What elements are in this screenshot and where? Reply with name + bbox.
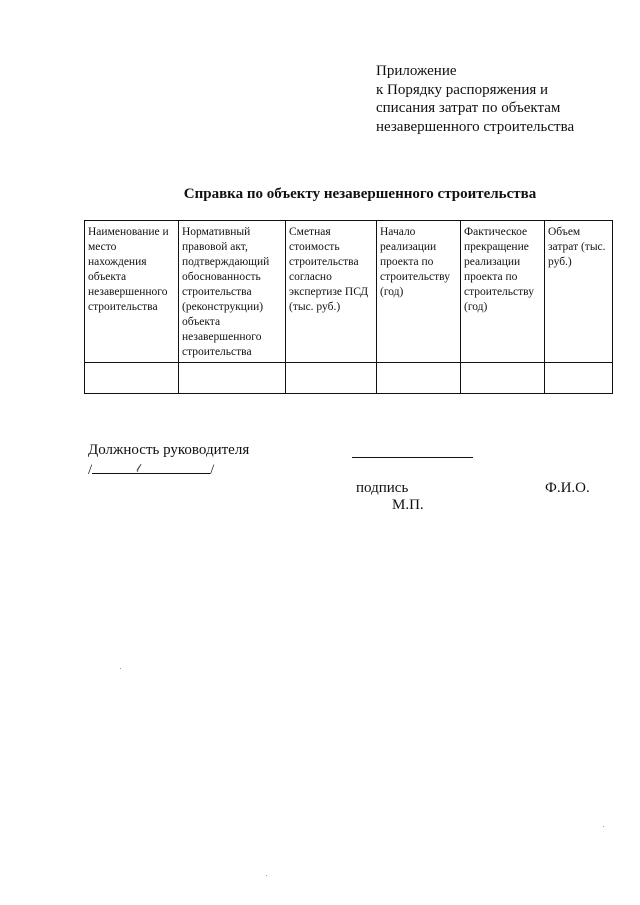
scan-speck <box>120 668 121 669</box>
scan-speck <box>266 875 267 876</box>
header-start-year: Начало реализации проекта по строительству (год) <box>377 221 461 363</box>
header-legal-act: Нормативный правовой акт, подтверждающий обоснованность строительства (реконструкции) объекта незавершенного строительства <box>179 221 286 363</box>
table-cell <box>461 363 545 394</box>
appendix-line-1: Приложение <box>376 63 457 79</box>
scan-speck <box>603 826 604 827</box>
name-underline <box>92 460 210 474</box>
signature-label: подпись <box>356 480 409 496</box>
position-label: Должность руководителя <box>88 442 250 458</box>
info-table <box>84 220 613 394</box>
header-estimated-cost: Сметная стоимость строительства согласно экспертизе ПСД (тыс. руб.) <box>286 221 377 363</box>
fio-label: Ф.И.О. <box>545 480 590 496</box>
table-cell <box>545 363 613 394</box>
table-cell <box>286 363 377 394</box>
header-stop-year: Фактическое прекращение реализации проекта по строительству (год) <box>461 221 545 363</box>
appendix-line-2: к Порядку распоряжения и <box>376 81 549 98</box>
table-cell <box>377 363 461 394</box>
header-object-name-location: Наименование и место нахождения объекта незавершенного строительства <box>85 221 179 363</box>
table-cell <box>179 363 286 394</box>
header-cost-volume: Объем затрат (тыс. руб.) <box>545 221 613 363</box>
name-fill-line <box>88 460 214 479</box>
stamp-label: М.П. <box>392 497 424 513</box>
table-row <box>85 363 613 394</box>
table-header-row <box>85 221 613 363</box>
pen-mark-icon: 𝓁 <box>136 463 140 475</box>
slash-close: / <box>210 462 215 478</box>
appendix-block <box>376 62 574 136</box>
appendix-line-3: списания затрат по объектам <box>376 100 561 116</box>
document-title: Справка по объекту незавершенного строительства <box>183 186 537 202</box>
slash-open: / <box>88 462 93 478</box>
appendix-line-4: незавершенного строительства <box>376 118 575 135</box>
table-cell <box>85 363 179 394</box>
signature-line <box>352 457 473 458</box>
